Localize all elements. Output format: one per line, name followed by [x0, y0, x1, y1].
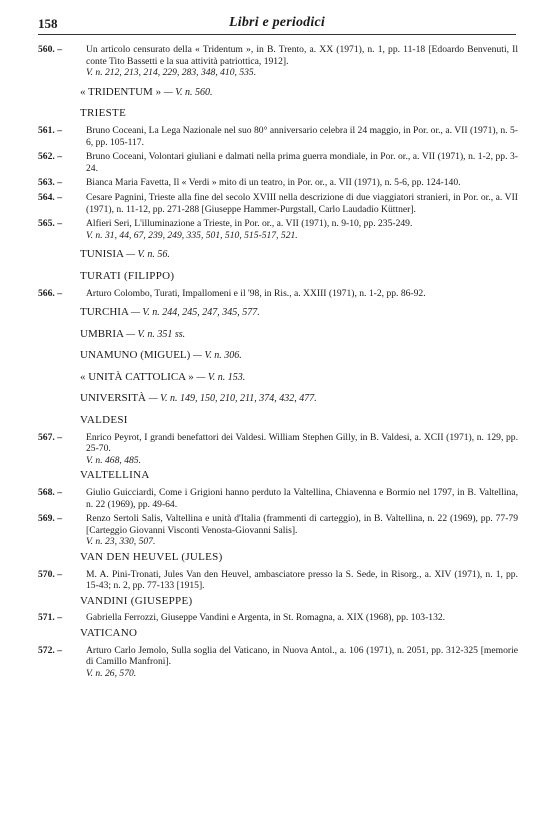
subject-heading: VALDESI [80, 414, 128, 427]
entry-cross-reference: V. n. 212, 213, 214, 229, 283, 348, 410, 535. [86, 67, 257, 79]
entry-text: Bruno Coceani, Volontari giuliani e dalmati nella prima guerra mondiale, in Por. or., a. VII (1971), n. 1-2, pp. 3-24. [86, 151, 518, 174]
bibliography-entry [38, 487, 518, 510]
subject-cross-reference [38, 350, 518, 362]
page-header [38, 14, 516, 35]
entry-text: Bianca Maria Favetta, Il « Verdi » mito di un teatro, in Por. or., a. VII (1971), n. 5-6, pp. 124-140. [86, 177, 461, 189]
entry-text: Un articolo censurato della « Tridentum », in B. Trento, a. XX (1971), n. 1, pp. 11-18 [Edoardo Benvenuti, Il conte Tito Bassetti e la sua attività patriottica, 1912]. [86, 44, 518, 67]
subject-name: UNAMUNO (MIGUEL) [80, 349, 191, 362]
bibliography-entry [38, 177, 518, 189]
bibliography-entry [38, 218, 518, 241]
page-number: 158 [38, 16, 58, 31]
see-reference: — V. n. 153. [196, 371, 246, 383]
entry-text: Bruno Coceani, La Lega Nazionale nel suo 80° anniversario celebra il 24 maggio, in Por. or., a. VII (1971), n. 5-6, pp. 105-117. [86, 124, 518, 148]
bibliography-entry [38, 612, 518, 624]
see-reference: — V. n. 560. [163, 86, 213, 98]
running-title: Libri e periodici [229, 15, 325, 30]
bibliography-entry [38, 513, 518, 548]
entry-number: 568. – [38, 487, 62, 499]
entry-number: 570. – [38, 568, 62, 580]
subject-cross-reference [38, 372, 518, 384]
entry-number: 560. – [38, 44, 62, 55]
subject-heading: TURATI (FILIPPO) [80, 269, 175, 282]
see-reference: — V. n. 244, 245, 247, 345, 577. [131, 307, 260, 319]
entry-text: Arturo Colombo, Turati, Impallomeni e il '98, in Ris., a. XXIII (1971), n. 1-2, pp. 86-92. [86, 287, 426, 299]
entry-number: 561. – [38, 124, 62, 136]
see-reference: — V. n. 149, 150, 210, 211, 374, 432, 477. [148, 393, 317, 405]
entry-cross-reference: V. n. 26, 570. [86, 667, 137, 679]
subject-name: « UNITÀ CATTOLICA » [80, 370, 194, 383]
subject-cross-reference [38, 329, 518, 341]
bibliography-entry [38, 44, 518, 79]
bibliography-entry [38, 569, 518, 592]
subject-cross-reference [38, 87, 518, 99]
entry-number: 571. – [38, 612, 62, 624]
entry-number: 563. – [38, 177, 62, 189]
entry-text: Enrico Peyrot, I grandi benefattori dei Valdesi. William Stephen Gilly, in B. Valdesi, a. XCII (1971), n. 129, pp. 25-70. [86, 431, 518, 455]
entry-text: Giulio Guicciardi, Come i Grigioni hanno perduto la Valtellina, Chiavenna e Bormio nel 1797, in B. Valtellina, n. 22 (1969), pp. 49-64. [86, 487, 518, 510]
see-reference: — V. n. 306. [193, 350, 242, 362]
entry-number: 567. – [38, 431, 62, 443]
subject-heading: VAN DEN HEUVEL (JULES) [80, 551, 223, 563]
subject-cross-reference [38, 307, 518, 319]
subject-heading: VATICANO [80, 626, 138, 639]
bibliography-entry [38, 151, 518, 174]
subject-name: « TRIDENTUM » [80, 85, 162, 98]
subject-cross-reference [38, 249, 518, 261]
entry-number: 565. – [38, 218, 62, 230]
subject-heading: VANDINI (GIUSEPPE) [80, 594, 193, 607]
bibliography-entry [38, 288, 518, 300]
entry-text: Arturo Carlo Jemolo, Sulla soglia del Vaticano, in Nuova Antol., a. 106 (1971), n. 2051, pp. 312-325 [memorie di Camillo Manfroni]. [86, 644, 518, 668]
entry-number: 572. – [38, 644, 62, 656]
subject-cross-reference [38, 393, 518, 405]
bibliography-list [38, 44, 518, 682]
bibliography-entry [38, 192, 518, 215]
subject-name: TUNISIA [80, 248, 124, 261]
entry-text: Alfieri Seri, L'illuminazione a Trieste, in Por. or., a. VII (1971), n. 9-10, pp. 235-249. [86, 218, 413, 230]
entry-cross-reference: V. n. 31, 44, 67, 239, 249, 335, 501, 510, 515-517, 521. [86, 229, 298, 241]
entry-cross-reference: V. n. 23, 330, 507. [86, 536, 156, 548]
bibliography-entry [38, 125, 518, 148]
subject-heading: VALTELLINA [80, 469, 150, 482]
see-reference: — V. n. 351 ss. [126, 328, 186, 340]
see-reference: — V. n. 56. [126, 249, 170, 261]
entry-cross-reference: V. n. 468, 485. [86, 454, 141, 466]
entry-number: 569. – [38, 513, 62, 525]
entry-number: 562. – [38, 151, 62, 163]
entry-text: Gabriella Ferrozzi, Giuseppe Vandini e Argenta, in St. Romagna, a. XIX (1968), pp. 103-132. [86, 612, 446, 624]
subject-name: TURCHIA [80, 306, 129, 319]
subject-heading: TRIESTE [80, 107, 127, 120]
entry-number: 564. – [38, 191, 62, 203]
entry-text: Cesare Pagnini, Trieste alla fine del secolo XVIII nella descrizione di due viaggiatori stranieri, in Por. or., a. VII (1971), n. 11-12, pp. 271-288 [Giuseppe Hammer-Purgstall, Carlo Laudadio Küttner]. [86, 191, 518, 215]
subject-name: UNIVERSITÀ [80, 392, 146, 405]
entry-text: Renzo Sertoli Salis, Valtellina e unità d'Italia (frammenti di carteggio), in B. Valtellina, n. 22 (1969), pp. 77-79 [Carteggio Giovanni Visconti Venosta-Giovanni Salis]. [86, 513, 518, 536]
entry-text: M. A. Pini-Tronati, Jules Van den Heuvel, ambasciatore presso la S. Sede, in Risorg., a. XIV (1971), n. 1, pp. 15-43; n. 2, pp. 77-133 [1915]. [86, 568, 518, 592]
bibliography-entry [38, 645, 518, 680]
bibliography-entry [38, 432, 518, 467]
entry-number: 566. – [38, 287, 62, 299]
subject-name: UMBRIA [80, 327, 124, 340]
